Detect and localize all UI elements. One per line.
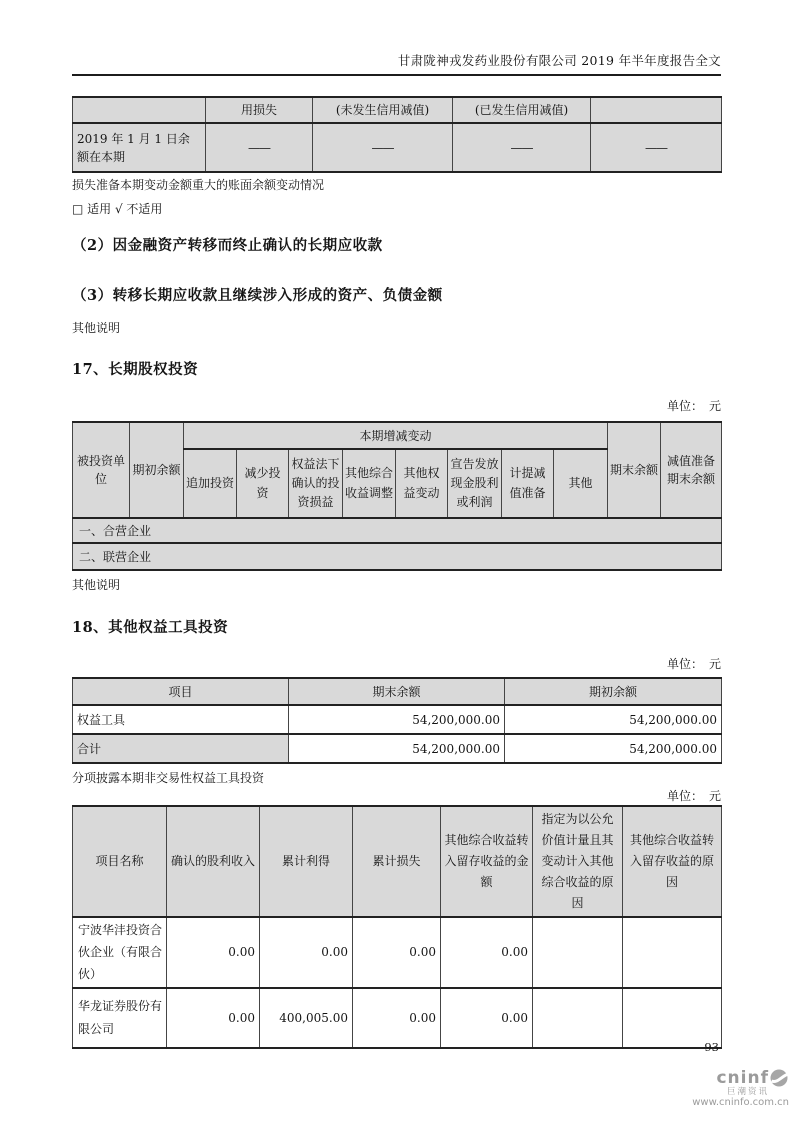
applicable-selector-line: □ 适用 √ 不适用 (72, 202, 163, 216)
header-cell-change-group: 本期增减变动 (184, 422, 608, 449)
value-cell: 0.00 (353, 917, 441, 988)
header-divider (72, 74, 721, 76)
table-row-associates (73, 543, 722, 570)
header-cell: 确认的股利收入 (167, 806, 260, 917)
company-name-cell: 宁波华沣投资合伙企业（有限合伙） (73, 917, 167, 988)
section-18-heading: 18、其他权益工具投资 (72, 619, 229, 636)
subheader-cell: 其他 (554, 449, 608, 518)
table-row-total (73, 734, 722, 763)
heading-2: （2）因金融资产转移而终止确认的长期应收款 (72, 237, 383, 254)
value-cell: 0.00 (167, 917, 260, 988)
value-cell: 0.00 (441, 917, 533, 988)
page-header-title: 甘肃陇神戎发药业股份有限公司 2019 年半年度报告全文 (397, 53, 721, 68)
disclosure-note: 分项披露本期非交易性权益工具投资 (72, 771, 265, 785)
item-cell: 权益工具 (73, 705, 289, 734)
value-cell: 0.00 (260, 917, 353, 988)
subheader-cell: 宣告发放现金股利或利润 (448, 449, 502, 518)
subheader-cell: 其他综合收益调整 (343, 449, 396, 518)
subheader-cell: 计提减值准备 (502, 449, 554, 518)
section-17-heading: 17、长期股权投资 (72, 361, 199, 378)
non-trading-equity-table (72, 805, 722, 1049)
value-cell: 54,200,000.00 (505, 705, 722, 734)
table-header-row (73, 806, 722, 917)
unit-label: 单位： 元 (666, 657, 721, 671)
header-cell: (已发生信用减值) (453, 97, 591, 123)
page-number: 93 (704, 1040, 719, 1054)
table-row (73, 705, 722, 734)
other-equity-instruments-table (72, 677, 722, 764)
subheader-cell: 其他权益变动 (396, 449, 448, 518)
table-header-row (73, 678, 722, 705)
header-cell: 其他综合收益转入留存收益的金额 (441, 806, 533, 917)
table-row (73, 917, 722, 988)
cninfo-logo-text: cninf (716, 1068, 769, 1088)
header-cell: 指定为以公允价值计量且其变动计入其他综合收益的原因 (533, 806, 623, 917)
empty-cell (533, 988, 623, 1048)
header-cell-opening-balance: 期初余额 (130, 422, 184, 518)
value-cell: 54,200,000.00 (289, 734, 505, 763)
empty-cell (533, 917, 623, 988)
other-note: 其他说明 (72, 578, 121, 592)
header-cell: 用损失 (206, 97, 313, 123)
value-cell: 0.00 (167, 988, 260, 1048)
category-cell: 二、联营企业 (73, 543, 722, 570)
header-cell-investee: 被投资单位 (73, 422, 130, 518)
category-cell: 一、合营企业 (73, 518, 722, 543)
value-cell: 0.00 (441, 988, 533, 1048)
header-cell-closing-balance: 期末余额 (608, 422, 661, 518)
other-note: 其他说明 (72, 321, 121, 335)
header-cell: 其他综合收益转入留存收益的原因 (623, 806, 722, 917)
cninfo-chinese-name: 巨潮资讯 (726, 1087, 769, 1097)
empty-cell (623, 988, 722, 1048)
cninfo-logo (692, 1068, 789, 1108)
header-cell: 累计损失 (353, 806, 441, 917)
table-header-row (73, 422, 722, 449)
header-cell: 项目 (73, 678, 289, 705)
header-cell: 项目名称 (73, 806, 167, 917)
empty-cell (623, 917, 722, 988)
long-term-equity-investment-table (72, 421, 722, 571)
heading-3: （3）转移长期应收款且继续涉入形成的资产、负债金额 (72, 287, 443, 304)
value-cell: —— (206, 123, 313, 172)
company-name-cell: 华龙证券股份有限公司 (73, 988, 167, 1048)
table-row-joint-ventures (73, 518, 722, 543)
header-cell: (未发生信用减值) (313, 97, 453, 123)
table-row (73, 123, 722, 172)
table-row (73, 988, 722, 1048)
item-cell: 合计 (73, 734, 289, 763)
cninfo-swirl-icon (769, 1068, 789, 1088)
value-cell: 54,200,000.00 (289, 705, 505, 734)
loss-change-note: 损失准备本期变动金额重大的账面余额变动情况 (72, 178, 325, 192)
value-cell: —— (591, 123, 722, 172)
credit-loss-table (72, 96, 722, 173)
header-cell: 期末余额 (289, 678, 505, 705)
table-header-row (73, 97, 722, 123)
header-cell (73, 97, 206, 123)
header-cell (591, 97, 722, 123)
subheader-cell: 追加投资 (184, 449, 237, 518)
value-cell: 54,200,000.00 (505, 734, 722, 763)
unit-label: 单位： 元 (666, 789, 721, 803)
row-label-cell: 2019 年 1 月 1 日余额在本期 (73, 123, 206, 172)
value-cell: —— (313, 123, 453, 172)
header-cell: 期初余额 (505, 678, 722, 705)
subheader-cell: 权益法下确认的投资损益 (289, 449, 343, 518)
header-cell-impairment-closing: 减值准备期末余额 (661, 422, 722, 518)
value-cell: —— (453, 123, 591, 172)
header-cell: 累计利得 (260, 806, 353, 917)
subheader-cell: 减少投资 (237, 449, 289, 518)
cninfo-url: www.cninfo.com.cn (692, 1097, 789, 1108)
value-cell: 0.00 (353, 988, 441, 1048)
value-cell: 400,005.00 (260, 988, 353, 1048)
unit-label: 单位： 元 (666, 399, 721, 413)
